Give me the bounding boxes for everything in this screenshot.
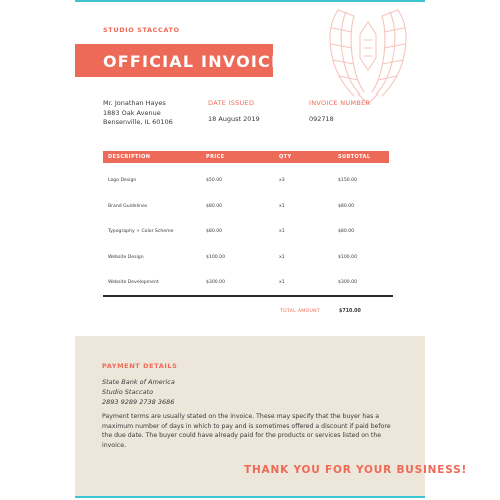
item-description: Website Design [108, 254, 144, 260]
bottom-accent-rule [75, 496, 425, 498]
line-items [103, 163, 389, 291]
item-subtotal: $80.00 [338, 229, 355, 235]
item-qty: x1 [279, 229, 285, 235]
bill-to-block [103, 99, 173, 128]
item-subtotal: $80.00 [338, 203, 355, 209]
column-header-price: PRICE [206, 154, 225, 160]
item-qty: x3 [279, 178, 285, 183]
invoice-number-value: 092718 [309, 115, 334, 123]
account-number: 2893 9289 2738 3686 [102, 398, 175, 406]
table-row [103, 240, 389, 266]
item-price: $300.00 [206, 280, 225, 286]
payment-account-info [102, 377, 175, 407]
table-row [103, 214, 389, 240]
top-accent-rule [75, 0, 425, 2]
winged-emblem-icon [318, 4, 418, 106]
payment-terms-text: Payment terms are usually stated on the invoice. These may specify that the buyer has a maximum number of days in which to pay and is sometimes offered a discount if paid before the due date. The buyer could have already paid for the products or services listed on the invoice. [102, 413, 391, 449]
table-row [103, 189, 389, 215]
column-header-subtotal: SUBTOTAL [338, 154, 371, 160]
item-qty: x1 [279, 254, 285, 260]
table-row [103, 265, 389, 291]
item-price: $80.00 [206, 229, 223, 235]
customer-address-line2: Bensenville, IL 60106 [103, 118, 173, 126]
column-header-description: DESCRIPTION [108, 154, 151, 160]
thank-you-message: THANK YOU FOR YOUR BUSINESS! [244, 464, 468, 476]
item-subtotal: $100.00 [338, 254, 357, 260]
item-price: $50.00 [206, 178, 223, 183]
payment-details-title: PAYMENT DETAILS [102, 362, 178, 370]
table-header [103, 151, 389, 163]
page-title: OFFICIAL INVOICE [103, 52, 284, 71]
total-amount-label: TOTAL AMOUNT [280, 309, 320, 314]
column-header-qty: QTY [279, 154, 292, 160]
item-qty: x1 [279, 203, 285, 209]
item-description: Typography + Color Scheme [108, 229, 174, 235]
title-banner [75, 44, 284, 77]
customer-name: Mr. Jonathan Hayes [103, 99, 166, 107]
date-issued-value: 18 August 2019 [208, 115, 260, 123]
item-price: $80.00 [206, 203, 223, 209]
table-bottom-divider [103, 295, 393, 297]
invoice-number-label: INVOICE NUMBER [309, 99, 371, 107]
item-description: Website Development [108, 280, 159, 286]
date-issued-label: DATE ISSUED [208, 99, 255, 107]
account-name: Studio Staccato [102, 388, 154, 396]
item-subtotal: $300.00 [338, 280, 357, 286]
item-qty: x1 [279, 280, 285, 286]
item-description: Brand Guidelines [108, 203, 148, 209]
total-amount-value: $710.00 [339, 309, 361, 314]
bank-name: State Bank of America [102, 378, 175, 386]
item-subtotal: $150.00 [338, 178, 357, 183]
customer-address-line1: 1883 Oak Avenue [103, 108, 161, 117]
studio-name: STUDIO STACCATO [103, 26, 180, 34]
payment-footer [75, 336, 468, 496]
invoice-document [75, 0, 468, 500]
item-description: Logo Design [108, 178, 137, 183]
table-row [103, 163, 389, 189]
item-price: $100.00 [206, 254, 225, 260]
